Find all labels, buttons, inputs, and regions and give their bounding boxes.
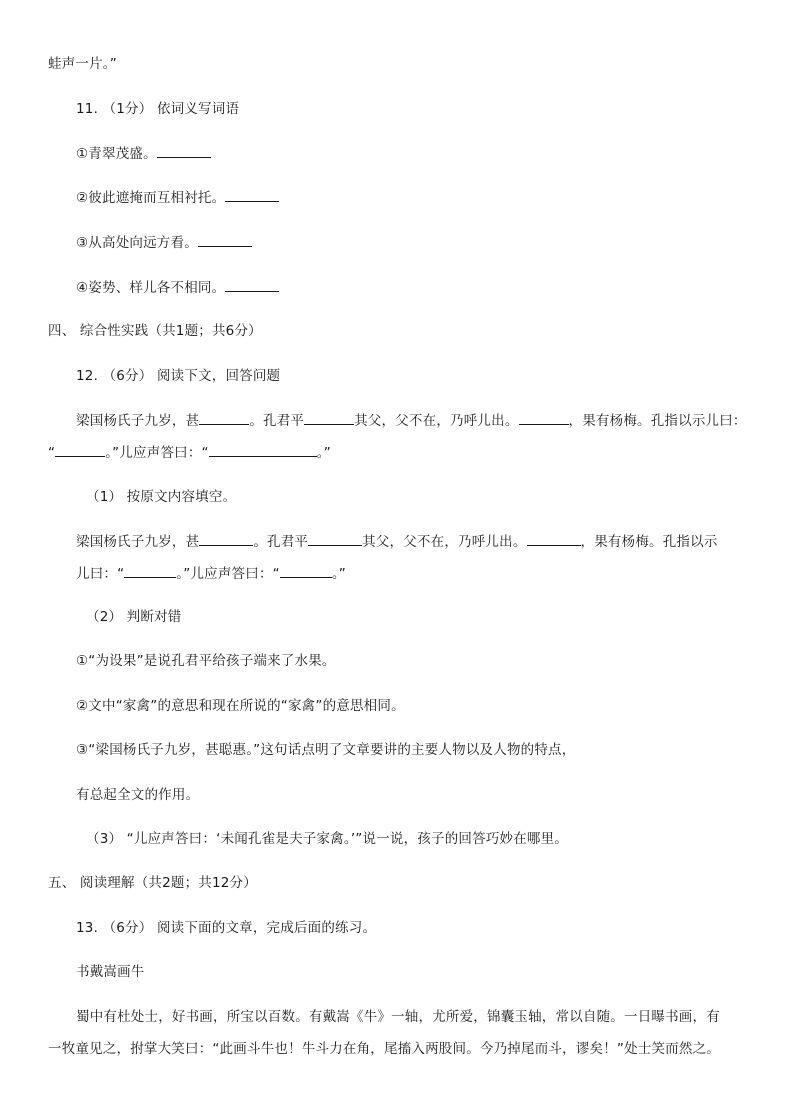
answer-blank[interactable] — [308, 531, 362, 546]
answer-blank[interactable] — [225, 277, 279, 292]
answer-blank[interactable] — [55, 442, 105, 457]
section-4-heading: 四、 综合性实践（共1题；共6分） — [48, 323, 262, 339]
answer-blank[interactable] — [527, 531, 581, 546]
passage-text: 梁国杨氏子九岁，甚 — [76, 413, 200, 429]
passage-text: 儿曰：“ — [76, 566, 125, 582]
q12-passage-line-2 — [48, 442, 331, 463]
passage-text: 。” — [316, 445, 331, 461]
q12-sub-1-line-2 — [76, 563, 346, 584]
answer-blank[interactable] — [225, 187, 279, 202]
passage-line-2: 一牧童见之，拊掌大笑曰：“此画斗牛也！牛斗力在角，尾搐入两股间。今乃掉尾而斗，谬矣！”处士笑而然之。 — [48, 1041, 720, 1057]
passage-text: 其父，父不在，乃呼儿出。 — [362, 534, 527, 550]
q12-sub-1-line-1 — [76, 531, 718, 552]
passage-text: 。”儿应声答曰：“ — [176, 566, 280, 582]
text-line: 蛙声一片。” — [48, 56, 117, 72]
judge-item-2: ②文中“家禽”的意思和现在所说的“家禽”的意思相同。 — [76, 698, 405, 714]
q11-item-3-text: ③从高处向远方看。 — [76, 235, 198, 251]
q11-item-1 — [76, 143, 211, 164]
passage-text: 。孔君平 — [249, 413, 305, 429]
judge-item-3-continued: 有总起全文的作用。 — [76, 787, 200, 803]
answer-blank[interactable] — [199, 531, 253, 546]
answer-blank[interactable] — [157, 143, 211, 158]
q11-item-2-text: ②彼此遮掩而互相衬托。 — [76, 190, 226, 206]
passage-text: 。” — [331, 566, 346, 582]
answer-blank[interactable] — [124, 563, 176, 578]
answer-blank[interactable] — [304, 410, 354, 425]
q11-item-3 — [76, 232, 252, 253]
q11-item-1-text: ①青翠茂盛。 — [76, 146, 157, 162]
q11-item-4 — [76, 277, 279, 298]
passage-text: 。”儿应声答曰：“ — [105, 445, 209, 461]
passage-text: ，果有杨梅。孔指以示 — [580, 534, 718, 550]
answer-blank[interactable] — [199, 410, 249, 425]
q12-passage-line-1 — [76, 410, 747, 431]
answer-blank[interactable] — [198, 232, 252, 247]
passage-text: 。孔君平 — [253, 534, 309, 550]
question-12-heading: 12. （6分） 阅读下文，回答问题 — [76, 368, 281, 384]
passage-text: 其父，父不在，乃呼儿出。 — [354, 413, 519, 429]
q11-item-4-text: ④姿势、样儿各不相同。 — [76, 280, 226, 296]
answer-blank[interactable] — [280, 563, 332, 578]
answer-blank[interactable] — [209, 442, 317, 457]
question-13-heading: 13. （6分） 阅读下面的文章，完成后面的练习。 — [76, 920, 377, 936]
q12-sub-1-heading: （1） 按原文内容填空。 — [86, 489, 237, 505]
passage-text: “ — [48, 445, 56, 461]
passage-title: 书戴嵩画牛 — [76, 964, 145, 980]
section-5-heading: 五、 阅读理解（共2题；共12分） — [48, 875, 257, 891]
q11-item-2 — [76, 187, 279, 208]
judge-item-1: ①“为设果”是说孔君平给孩子端来了水果。 — [76, 653, 336, 669]
passage-text: ，果有杨梅。孔指以示儿曰： — [568, 413, 747, 429]
q12-sub-2-heading: （2） 判断对错 — [86, 609, 182, 625]
passage-text: 梁国杨氏子九岁，甚 — [76, 534, 200, 550]
question-11-heading: 11. （1分） 依词义写词语 — [76, 101, 240, 117]
q12-sub-3-heading: （3） “儿应声答曰：‘未闻孔雀是夫子家禽。’”说一说，孩子的回答巧妙在哪里。 — [86, 831, 568, 847]
judge-item-3: ③“梁国杨氏子九岁，甚聪惠。”这句话点明了文章要讲的主要人物以及人物的特点， — [76, 742, 576, 758]
answer-blank[interactable] — [519, 410, 569, 425]
passage-line-1: 蜀中有杜处士，好书画，所宝以百数。有戴嵩《牛》一轴，尤所爱，锦囊玉轴，常以自随。一日曝书画，有 — [76, 1009, 720, 1025]
